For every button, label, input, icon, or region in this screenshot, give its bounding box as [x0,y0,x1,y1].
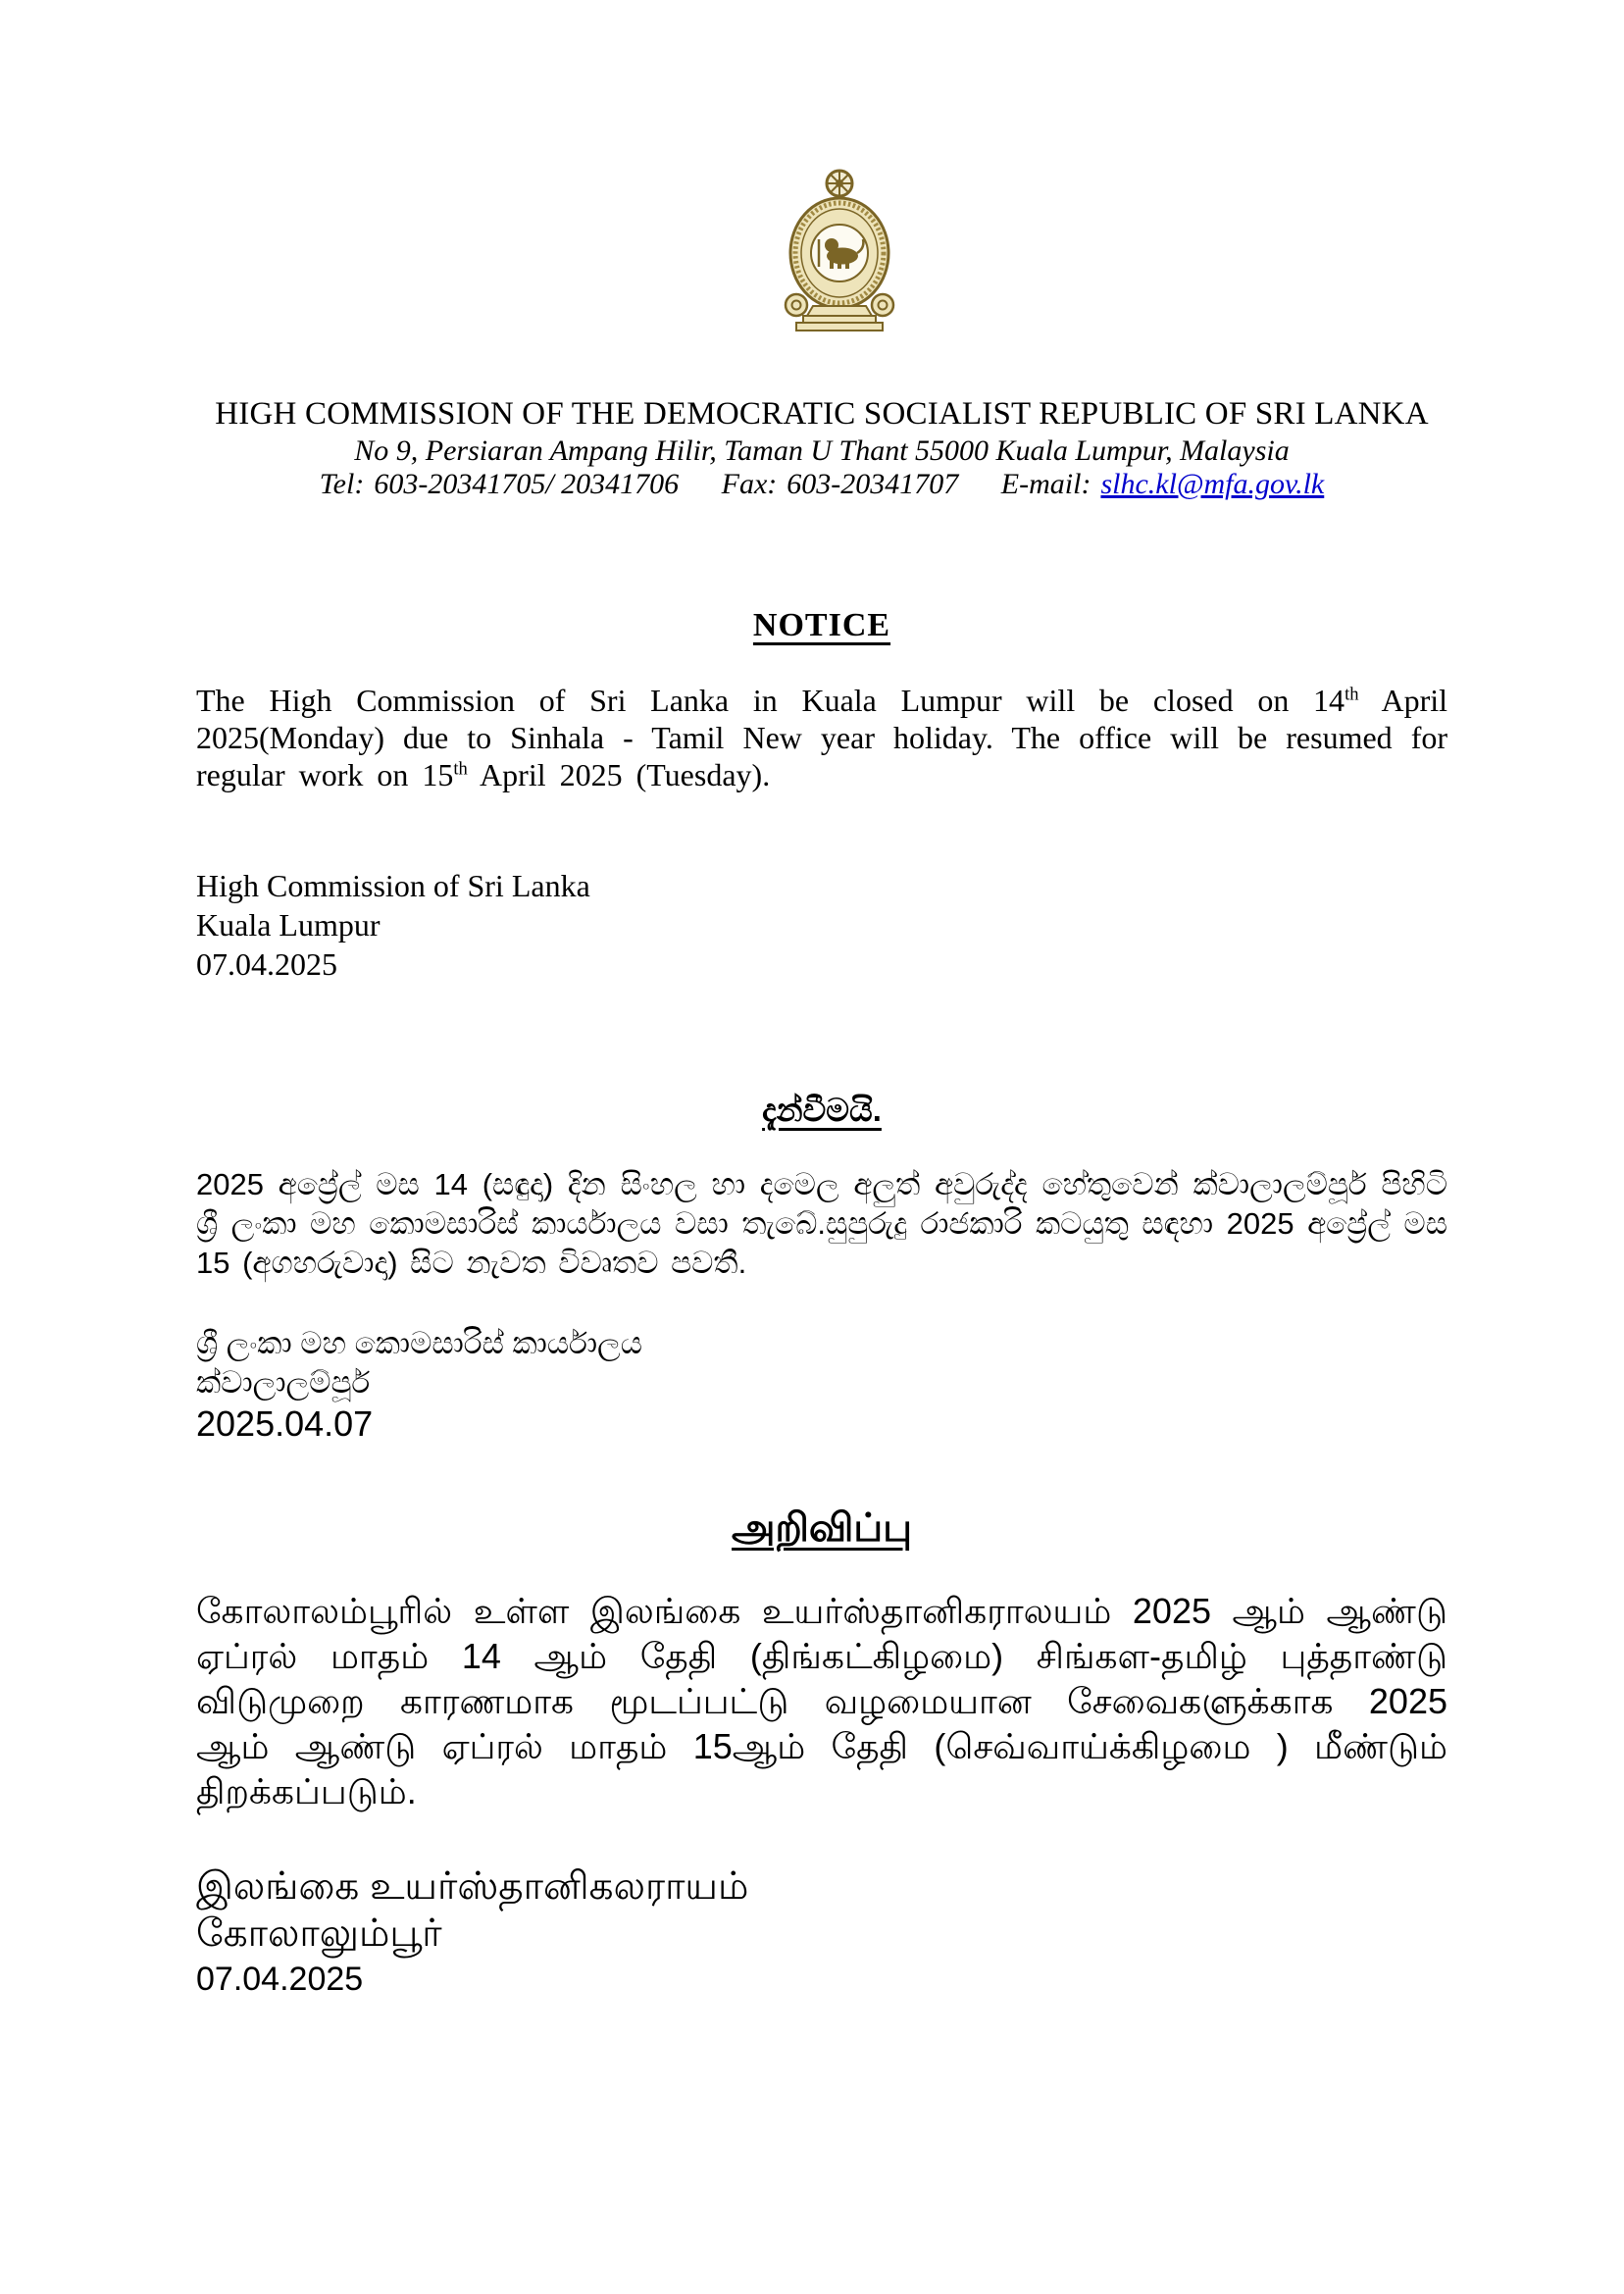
letterhead [196,394,1447,501]
signature-tamil-org: இலங்கை உயர்ஸ்தானிகலராயம் [196,1865,749,1908]
notice-heading-english [196,607,1447,644]
notice-heading-tamil [196,1506,1447,1555]
signature-sinhala-city: ක්වාලාලම්පූර් [196,1365,371,1400]
letterhead-emblem [214,167,1465,343]
tel-label: Tel: [319,468,365,500]
signature-sinhala-date: 2025.04.07 [196,1403,374,1444]
email-link[interactable]: slhc.kl@mfa.gov.lk [1100,468,1325,500]
notice-heading-english-text: NOTICE [752,607,891,643]
signature-sinhala-org: ශ්‍රී ලංකා මහ කොමසාරිස් කාර්යාලය [196,1326,642,1360]
notice-body-tamil: கோலாலம்பூரில் உள்ள இலங்கை உயர்ஸ்தானிகராலயம் 2025 ஆம் ஆண்டு ஏப்ரல் மாதம் 14 ஆம் தேதி (திங்கட்கிழமை) சிங்கள-தமிழ் புத்தாண்டு விடுமுறை காரணமாக மூடப்பட்டு வழமையான சேவைகளுக்காக 2025 ஆம் ஆண்டு ஏப்ரல் மாதம் 15ஆம் தேதி (செவ்வாய்க்கிழமை ) மீண்டும் திறக்கப்படும். [196,1591,1447,1811]
signature-english-city: Kuala Lumpur [196,907,381,943]
email-label: E-mail: [1000,468,1091,500]
fax-segment [722,468,959,500]
signature-english-org: High Commission of Sri Lanka [196,868,590,903]
notice-body-english-part3: April 2025 (Tuesday). [467,757,771,792]
notice-body-english-part1: The High Commission of Sri Lanka in Kuala Lumpur will be closed on 14 [196,683,1345,718]
mission-title: HIGH COMMISSION OF THE DEMOCRATIC SOCIALIST REPUBLIC OF SRI LANKA [215,396,1429,432]
signature-block-english [196,866,1447,984]
signature-tamil-date: 07.04.2025 [196,1961,364,1998]
ordinal-suffix-15th: th [453,758,468,780]
notice-body-sinhala: 2025 අප්‍රේල් මස 14 (සඳුදා) දින සිංහල හා දමෙල අලුත් අවුරුද්ද හේතුවෙන් ක්වාලාලම්පූර් පිහිටි ශ්‍රී ලංකා මහ කොමසාරිස් කාර්යාලය වසා තැබේ.සුපුරුදු රාජකාරි කටයුතු සඳහා 2025 අප්‍රේල් මස 15 (අගහරුවාදා) සිට නැවත විවෘතව පවතී. [196,1167,1447,1280]
signature-tamil-city: கோலாலும்பூர் [196,1912,442,1955]
notice-heading-tamil-text: அறிவிப்பு [732,1506,912,1550]
notice-heading-sinhala-text: දැන්වීමයි. [762,1092,882,1128]
ordinal-suffix-14th: th [1345,684,1359,705]
fax-label: Fax: [721,468,778,500]
signature-block-tamil [196,1863,1447,2001]
signature-english-date: 07.04.2025 [196,946,337,982]
mission-contact-line [196,468,1447,501]
notice-body-english-part2: April 2025(Monday) due to Sinhala - Tamil New year holiday. The office will be resumed for regular work on 15 [196,683,1448,792]
notice-body-english [196,682,1447,793]
fax-value: 603-20341707 [787,468,959,500]
mission-address: No 9, Persiaran Ampang Hilir, Taman U Thant 55000 Kuala Lumpur, Malaysia [354,434,1290,467]
notice-heading-sinhala [196,1092,1447,1130]
email-segment [1001,468,1324,500]
tel-segment [320,468,679,500]
tel-value: 603-20341705/ 20341706 [374,468,680,500]
sri-lanka-emblem-icon [776,167,903,338]
signature-block-sinhala [196,1324,1447,1446]
